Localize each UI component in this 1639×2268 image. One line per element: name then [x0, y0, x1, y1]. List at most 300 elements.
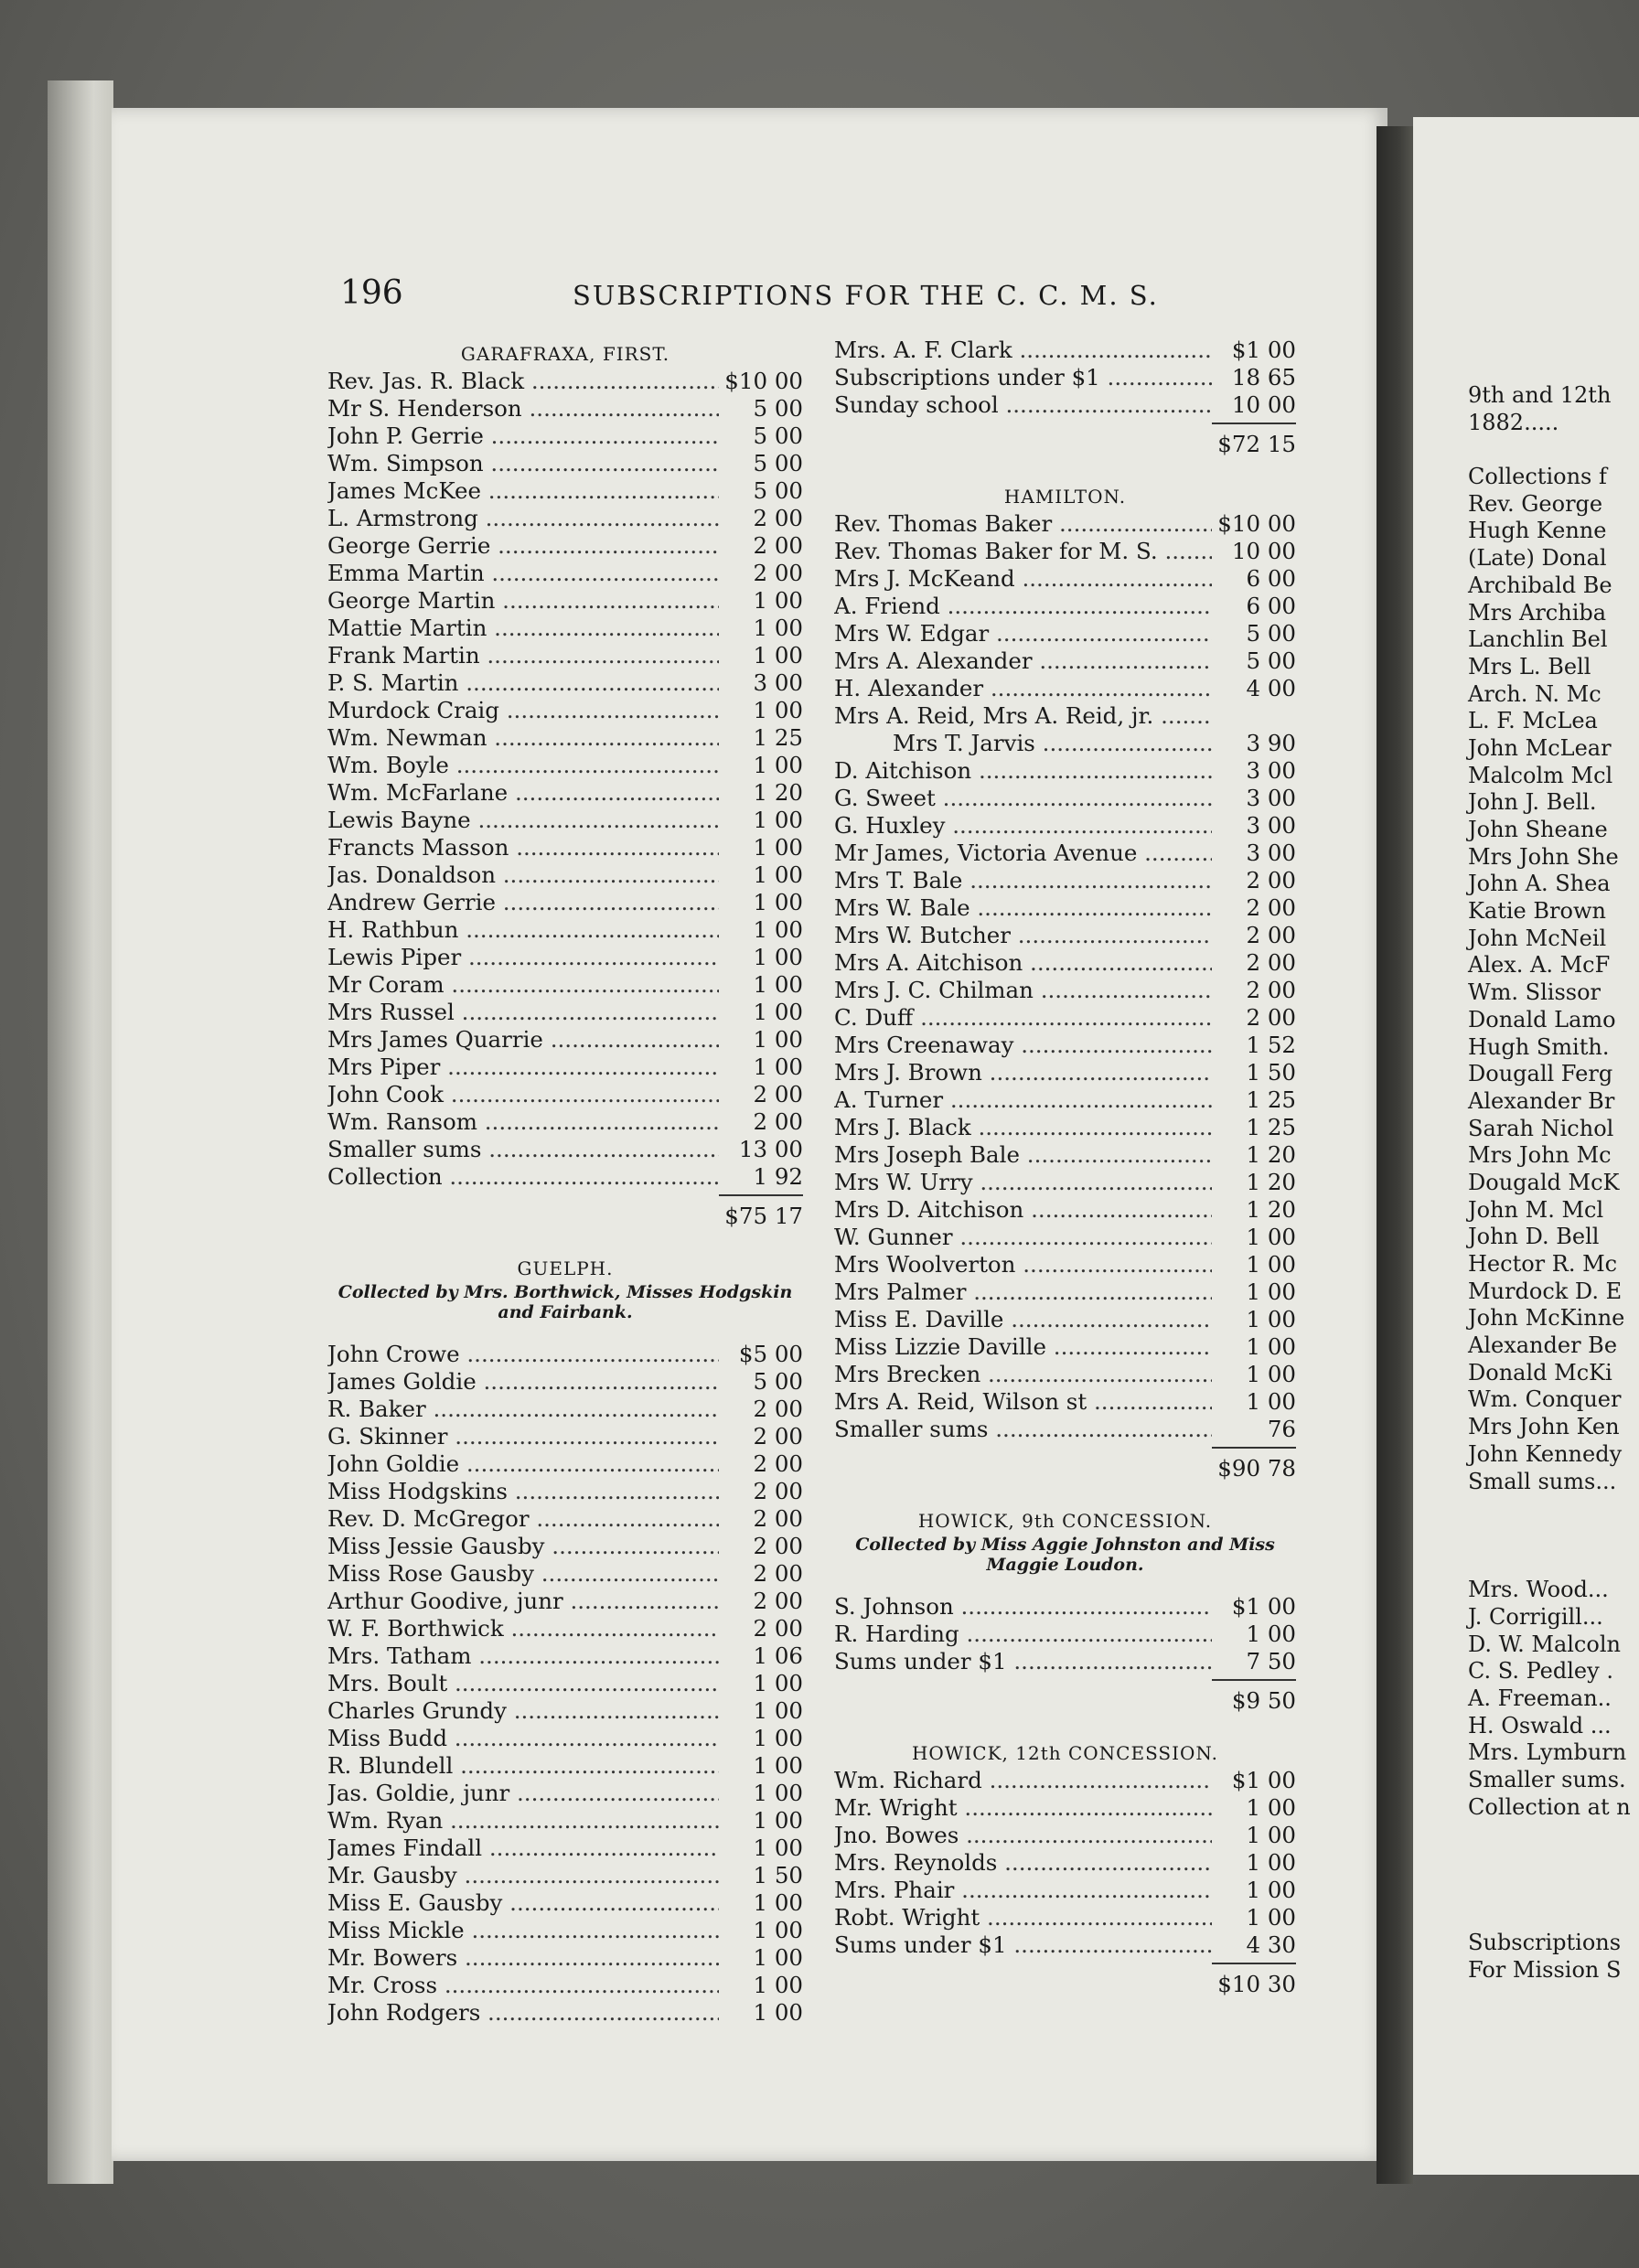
right-page-line: Archibald Be	[1468, 572, 1612, 598]
list-item	[327, 1889, 803, 1917]
entry-name: Mrs A. Aitchison .....	[834, 949, 1212, 977]
list-item	[327, 1163, 803, 1191]
list-item	[834, 593, 1296, 620]
entry-name: James Goldie .....	[327, 1368, 719, 1396]
entry-name: Wm. Richard .....	[834, 1767, 1212, 1794]
entry-amount: 1 00	[753, 944, 803, 970]
list-item	[834, 1388, 1296, 1416]
entry-name: Mrs Woolverton .....	[834, 1251, 1212, 1278]
entry-amount: 1 00	[753, 1697, 803, 1724]
entry-name: Miss Mickle .....	[327, 1917, 719, 1944]
list-item	[327, 532, 803, 560]
entry-name: Jno. Bowes .....	[834, 1822, 1212, 1849]
right-page-line	[1468, 1903, 1631, 1931]
entry-name: Rev. Thomas Baker for M. S. .....	[834, 538, 1212, 565]
right-page-line: Alex. A. McF	[1468, 952, 1611, 979]
entry-name: Rev. Thomas Baker .....	[834, 510, 1212, 538]
entry-name: Murdock Craig .....	[327, 697, 719, 724]
right-page-line: Donald Lamo	[1468, 1006, 1616, 1032]
entry-name: Emma Martin .....	[327, 560, 719, 587]
entry-amount: 1 25	[1246, 1086, 1296, 1113]
list-item	[834, 647, 1296, 675]
entry-name: R. Blundell .....	[327, 1752, 719, 1780]
right-page-line: Mrs. Wood...	[1468, 1577, 1609, 1603]
entry-amount: 2 00	[1246, 1004, 1296, 1031]
entry-name: Wm. Boyle .....	[327, 752, 719, 779]
list-item	[834, 1767, 1296, 1794]
list-item	[327, 752, 803, 779]
entry-name: W. F. Borthwick .....	[327, 1615, 719, 1642]
list-item	[834, 1361, 1296, 1388]
right-page-line: 9th and 12th	[1468, 382, 1612, 408]
list-item	[327, 615, 803, 642]
section-total: $75 17	[719, 1194, 803, 1233]
entry-name: Mrs A. Reid, Mrs A. Reid, jr. .....	[834, 702, 1212, 730]
entry-amount: 1 50	[753, 1862, 803, 1888]
entry-amount: 3 00	[753, 669, 803, 696]
right-page-line: Dougald McK	[1468, 1169, 1620, 1195]
entry-name: Robt. Wright .....	[834, 1904, 1212, 1931]
entry-name: R. Baker .....	[327, 1396, 719, 1423]
right-page-line: C. S. Pedley .	[1468, 1658, 1613, 1685]
entry-name: James Findall .....	[327, 1835, 719, 1862]
right-page-line: 1882.....	[1468, 409, 1559, 435]
entry-amount: 1 00	[1246, 1361, 1296, 1387]
entry-amount: 1 00	[753, 1752, 803, 1779]
section-total: $9 50	[1212, 1679, 1296, 1717]
entry-amount: 1 00	[753, 1807, 803, 1834]
list-item	[327, 1999, 803, 2027]
list-item	[327, 1697, 803, 1725]
entry-name: Miss Jessie Gausby .....	[327, 1533, 719, 1560]
right-page-line	[1468, 1523, 1631, 1550]
entry-name: A. Turner .....	[834, 1086, 1212, 1114]
entry-name: Collection .....	[327, 1163, 719, 1191]
entry-name: Mrs Palmer .....	[834, 1278, 1212, 1306]
list-item	[327, 1533, 803, 1560]
entry-name: A. Friend .....	[834, 593, 1212, 620]
section-gap	[834, 1717, 1296, 1736]
list-item	[834, 1032, 1296, 1059]
entry-name: Mrs A. Alexander .....	[834, 647, 1212, 675]
list-item	[327, 477, 803, 505]
entry-amount: 2 00	[753, 1423, 803, 1450]
entry-name: John Rodgers .....	[327, 1999, 719, 2027]
entry-amount: 1 25	[1246, 1114, 1296, 1140]
list-item	[834, 1278, 1296, 1306]
section-total-row	[834, 1959, 1296, 2001]
entry-name: George Gerrie .....	[327, 532, 719, 560]
entry-amount: 2 00	[1246, 977, 1296, 1003]
list-item	[834, 1849, 1296, 1877]
entry-name: Mrs T. Bale .....	[834, 867, 1212, 894]
entry-name: Mr Coram .....	[327, 971, 719, 999]
right-page-line: Mrs John Ken	[1468, 1414, 1620, 1440]
entry-amount: 6 00	[1246, 593, 1296, 619]
entry-amount: 1 00	[1246, 1278, 1296, 1305]
list-item	[327, 779, 803, 807]
right-page-line	[1468, 1550, 1631, 1578]
list-item	[327, 642, 803, 669]
entry-amount: 76	[1267, 1416, 1296, 1442]
list-item	[834, 1931, 1296, 1959]
right-page-line: Hugh Smith.	[1468, 1033, 1610, 1060]
list-item	[327, 669, 803, 697]
entry-name: H. Alexander .....	[834, 675, 1212, 702]
entry-amount: 4 30	[1246, 1931, 1296, 1958]
entry-amount: 2 00	[753, 532, 803, 559]
entry-amount: 18 65	[1231, 364, 1296, 390]
right-page-line: Mrs. Lymburn	[1468, 1739, 1627, 1766]
entry-name: Mrs. Tatham .....	[327, 1642, 719, 1670]
entry-name: R. Harding .....	[834, 1621, 1212, 1648]
list-item	[834, 1059, 1296, 1086]
list-item	[327, 697, 803, 724]
entry-amount: 1 00	[1246, 1822, 1296, 1848]
section-heading: HOWICK, 9th CONCESSION.	[917, 1510, 1213, 1532]
list-item	[834, 1621, 1296, 1648]
right-page-line: Mrs John She	[1468, 843, 1619, 870]
entry-name: Rev. Jas. R. Black .....	[327, 368, 719, 395]
entry-name: Mrs J. C. Chilman .....	[834, 977, 1212, 1004]
right-page-line: John J. Bell.	[1468, 789, 1597, 816]
section-total-row	[834, 1443, 1296, 1485]
running-head: SUBSCRIPTIONS FOR THE C. C. M. S.	[573, 280, 1159, 311]
entry-amount: 1 20	[753, 779, 803, 806]
entry-amount: 1 50	[1246, 1059, 1296, 1086]
entry-amount: 2 00	[753, 1505, 803, 1532]
list-item	[327, 1615, 803, 1642]
list-item	[327, 1917, 803, 1944]
list-item	[327, 1780, 803, 1807]
right-page-line: Sarah Nichol	[1468, 1115, 1614, 1141]
column-middle	[834, 337, 1296, 2001]
entry-name: Miss Hodgskins .....	[327, 1478, 719, 1505]
entry-amount: 1 00	[753, 1670, 803, 1696]
entry-name: Mrs James Quarrie .....	[327, 1026, 719, 1054]
entry-name: Mr. Cross .....	[327, 1972, 719, 1999]
right-page-line: Alexander Be	[1468, 1332, 1618, 1359]
entry-amount: 1 00	[753, 889, 803, 915]
entry-name: D. Aitchison .....	[834, 757, 1212, 785]
entry-amount: 1 52	[1246, 1032, 1296, 1058]
entry-name: P. S. Martin .....	[327, 669, 719, 697]
right-page-line: H. Oswald ...	[1468, 1712, 1612, 1738]
entry-name: Mrs Creenaway .....	[834, 1032, 1212, 1059]
list-item	[834, 949, 1296, 977]
entry-amount: $1 00	[1231, 1767, 1296, 1793]
entry-amount: 1 00	[1246, 1849, 1296, 1876]
list-item	[327, 1807, 803, 1835]
list-item	[834, 977, 1296, 1004]
entry-amount: 1 00	[753, 752, 803, 778]
entry-amount: 5 00	[753, 423, 803, 449]
entry-name: Andrew Gerrie .....	[327, 889, 719, 916]
right-page-line: Mrs L. Bell	[1468, 653, 1591, 679]
entry-amount: 2 00	[753, 1615, 803, 1642]
right-page-line: John D. Bell	[1468, 1224, 1600, 1250]
entry-amount: 2 00	[753, 1560, 803, 1587]
entry-amount: 3 00	[1246, 757, 1296, 784]
entry-name: H. Rathbun .....	[327, 916, 719, 944]
section-gap	[327, 1322, 803, 1341]
entry-amount: 1 00	[753, 807, 803, 833]
entry-name: Sums under $1 .....	[834, 1648, 1212, 1675]
entry-amount: $10 00	[1217, 510, 1296, 537]
entry-amount: 1 00	[753, 1725, 803, 1751]
entry-amount: 7 50	[1246, 1648, 1296, 1674]
entry-amount: 1 00	[753, 999, 803, 1025]
entry-amount: 2 00	[753, 1533, 803, 1559]
entry-amount: 1 00	[753, 1999, 803, 2026]
list-item	[327, 1642, 803, 1670]
entry-amount: 5 00	[753, 477, 803, 504]
list-item	[327, 1450, 803, 1478]
entry-name: Jas. Donaldson .....	[327, 861, 719, 889]
section-total-row	[834, 1675, 1296, 1717]
list-item	[327, 889, 803, 916]
entry-name: Mr. Gausby .....	[327, 1862, 719, 1889]
section-gap	[327, 1233, 803, 1251]
entry-amount: 6 00	[1246, 565, 1296, 592]
entry-name: S. Johnson .....	[834, 1593, 1212, 1621]
entry-amount: 3 90	[1246, 730, 1296, 756]
entry-amount: 1 00	[1246, 1877, 1296, 1903]
section-total: $10 30	[1212, 1963, 1296, 2001]
list-item	[834, 510, 1296, 538]
entry-amount: 1 00	[1246, 1224, 1296, 1250]
right-page-line: (Late) Donal	[1468, 545, 1607, 572]
right-page-line: Collection at n	[1468, 1793, 1631, 1820]
entry-name: Mrs. Reynolds .....	[834, 1849, 1212, 1877]
list-item	[834, 1004, 1296, 1032]
entry-amount: 3 00	[1246, 812, 1296, 839]
entry-name: Mrs W. Edgar .....	[834, 620, 1212, 647]
entry-name: G. Skinner .....	[327, 1423, 719, 1450]
right-page-line: Mrs John Mc	[1468, 1142, 1612, 1169]
list-item	[327, 1725, 803, 1752]
section-heading: HAMILTON.	[1003, 486, 1127, 508]
entry-amount: 5 00	[753, 450, 803, 476]
list-item	[327, 916, 803, 944]
entry-name: Smaller sums .....	[834, 1416, 1212, 1443]
list-item	[327, 395, 803, 423]
right-page-line: Murdock D. E	[1468, 1278, 1623, 1304]
list-item	[327, 1341, 803, 1368]
entry-amount: 1 06	[753, 1642, 803, 1669]
entry-amount: $10 00	[724, 368, 803, 394]
right-page-line: Arch. N. Mc	[1468, 680, 1602, 707]
section-subheading: Collected by Miss Aggie Johnston and Miss Maggie Loudon.	[855, 1535, 1275, 1575]
entry-amount: 1 92	[753, 1163, 803, 1190]
list-item	[834, 785, 1296, 812]
list-item	[327, 560, 803, 587]
entry-amount: 1 00	[753, 642, 803, 669]
entry-name: Frank Martin .....	[327, 642, 719, 669]
entry-amount: 1 00	[1246, 1794, 1296, 1821]
entry-name: Miss Budd .....	[327, 1725, 719, 1752]
section-total-row	[327, 1191, 803, 1233]
list-item	[327, 1081, 803, 1108]
section-heading: GUELPH.	[517, 1257, 614, 1279]
list-item	[834, 730, 1296, 757]
list-item	[327, 450, 803, 477]
section-gap	[834, 461, 1296, 479]
list-item	[834, 702, 1296, 730]
section-gap	[834, 1485, 1296, 1503]
right-page-line: Collections f	[1468, 464, 1607, 490]
entry-amount: 2 00	[753, 1450, 803, 1477]
entry-name: Miss E. Gausby .....	[327, 1889, 719, 1917]
entry-name: C. Duff .....	[834, 1004, 1212, 1032]
section-gap	[834, 1575, 1296, 1593]
section-total: $72 15	[1212, 423, 1296, 461]
right-page-line: D. W. Malcoln	[1468, 1631, 1621, 1657]
entry-amount: 1 00	[1246, 1306, 1296, 1332]
list-item	[327, 1368, 803, 1396]
right-page-line: Rev. George	[1468, 490, 1603, 517]
entry-amount: 1 00	[753, 1917, 803, 1943]
right-page-line: John M. Mcl	[1468, 1196, 1604, 1223]
entry-name: Mr. Bowers .....	[327, 1944, 719, 1972]
right-page-line	[1468, 1876, 1631, 1903]
book-page-edges	[48, 80, 113, 2184]
list-item	[327, 423, 803, 450]
entry-name: Mrs Piper .....	[327, 1054, 719, 1081]
list-item	[327, 971, 803, 999]
entry-name: Mrs. A. F. Clark .....	[834, 337, 1212, 364]
entry-name: Sums under $1 .....	[834, 1931, 1212, 1959]
entry-amount: $1 00	[1231, 1593, 1296, 1620]
list-item	[834, 1904, 1296, 1931]
entry-name: Jas. Goldie, junr .....	[327, 1780, 719, 1807]
right-page-line: For Mission S	[1468, 1956, 1622, 1983]
entry-amount: 1 00	[753, 1780, 803, 1806]
entry-amount: 10 00	[1231, 391, 1296, 418]
right-page-text	[1468, 382, 1631, 1984]
entry-amount: 2 00	[1246, 894, 1296, 921]
entry-name: Mrs. Boult .....	[327, 1670, 719, 1697]
list-item	[834, 1114, 1296, 1141]
entry-amount: 1 00	[753, 861, 803, 888]
entry-amount: 2 00	[753, 505, 803, 531]
entry-name: George Martin .....	[327, 587, 719, 615]
list-item	[834, 757, 1296, 785]
section-heading: GARAFRAXA, FIRST.	[460, 343, 670, 365]
list-item	[834, 675, 1296, 702]
entry-amount: 2 00	[753, 1396, 803, 1422]
list-item	[834, 1086, 1296, 1114]
entry-amount: 5 00	[1246, 647, 1296, 674]
entry-amount: 1 00	[753, 971, 803, 998]
list-item	[327, 861, 803, 889]
entry-name: Wm. McFarlane .....	[327, 779, 719, 807]
entry-amount: 1 00	[753, 916, 803, 943]
entry-amount: 10 00	[1231, 538, 1296, 564]
entry-amount: 5 00	[753, 1368, 803, 1395]
list-item	[327, 1944, 803, 1972]
list-item	[327, 1862, 803, 1889]
entry-name: Subscriptions under $1 .....	[834, 364, 1212, 391]
entry-amount: 1 00	[753, 1944, 803, 1971]
entry-name: W. Gunner .....	[834, 1224, 1212, 1251]
right-page-line: Malcolm Mcl	[1468, 762, 1613, 788]
right-page-line: John Sheane	[1468, 817, 1608, 842]
right-page-line: John McNeil	[1468, 925, 1607, 951]
right-page-line: J. Corrigill...	[1468, 1603, 1603, 1630]
entry-name: Charles Grundy .....	[327, 1697, 719, 1725]
list-item	[834, 1141, 1296, 1169]
page-number: 196	[340, 274, 403, 312]
list-item	[834, 364, 1296, 391]
entry-amount: 1 00	[753, 587, 803, 614]
entry-amount: $5 00	[738, 1341, 803, 1367]
entry-amount: 1 00	[1246, 1388, 1296, 1415]
entry-amount: 1 25	[753, 724, 803, 751]
list-item	[327, 1752, 803, 1780]
right-page-line: Wm. Conquer	[1468, 1386, 1622, 1413]
entry-name: Mrs J. Brown .....	[834, 1059, 1212, 1086]
column-left	[327, 337, 803, 2027]
list-item	[834, 840, 1296, 867]
entry-amount: 2 00	[753, 1588, 803, 1614]
entry-name: Wm. Ryan .....	[327, 1807, 719, 1835]
right-page-line: A. Freeman..	[1468, 1685, 1612, 1711]
list-item	[834, 1416, 1296, 1443]
list-item	[834, 1169, 1296, 1196]
entry-amount: 1 00	[753, 1054, 803, 1080]
entry-amount: 1 00	[753, 1889, 803, 1916]
entry-name: Sunday school .....	[834, 391, 1212, 419]
entry-name: Wm. Newman .....	[327, 724, 719, 752]
right-page-line	[1468, 1821, 1631, 1848]
entry-name: Francts Masson .....	[327, 834, 719, 861]
list-item	[834, 565, 1296, 593]
right-page-line: Hector R. Mc	[1468, 1251, 1618, 1277]
list-item	[327, 944, 803, 971]
entry-amount: 5 00	[753, 395, 803, 422]
list-item	[327, 505, 803, 532]
list-item	[834, 922, 1296, 949]
right-page-line: Subscriptions	[1468, 1930, 1622, 1956]
section-total-row	[834, 419, 1296, 461]
right-page-line: Lanchlin Bel	[1468, 626, 1608, 653]
list-item	[834, 1333, 1296, 1361]
entry-amount: 1 00	[1246, 1621, 1296, 1647]
entry-name: James McKee .....	[327, 477, 719, 505]
list-item	[834, 1648, 1296, 1675]
list-item	[327, 1054, 803, 1081]
list-item	[327, 587, 803, 615]
section-heading: HOWICK, 12th CONCESSION.	[911, 1742, 1218, 1764]
list-item	[327, 1108, 803, 1136]
entry-name: G. Huxley .....	[834, 812, 1212, 840]
list-item	[834, 1877, 1296, 1904]
list-item	[327, 1670, 803, 1697]
entry-amount: 1 20	[1246, 1169, 1296, 1195]
right-page-line: Alexander Br	[1468, 1087, 1615, 1114]
list-item	[327, 1423, 803, 1450]
list-item	[834, 812, 1296, 840]
entry-amount: 3 00	[1246, 840, 1296, 866]
right-page-line: John McKinne	[1468, 1305, 1625, 1332]
entry-amount: 1 00	[753, 834, 803, 861]
list-item	[327, 1588, 803, 1615]
list-item	[327, 807, 803, 834]
section-total: $90 78	[1212, 1447, 1296, 1485]
list-item	[327, 1026, 803, 1054]
entry-amount: 1 00	[1246, 1251, 1296, 1278]
